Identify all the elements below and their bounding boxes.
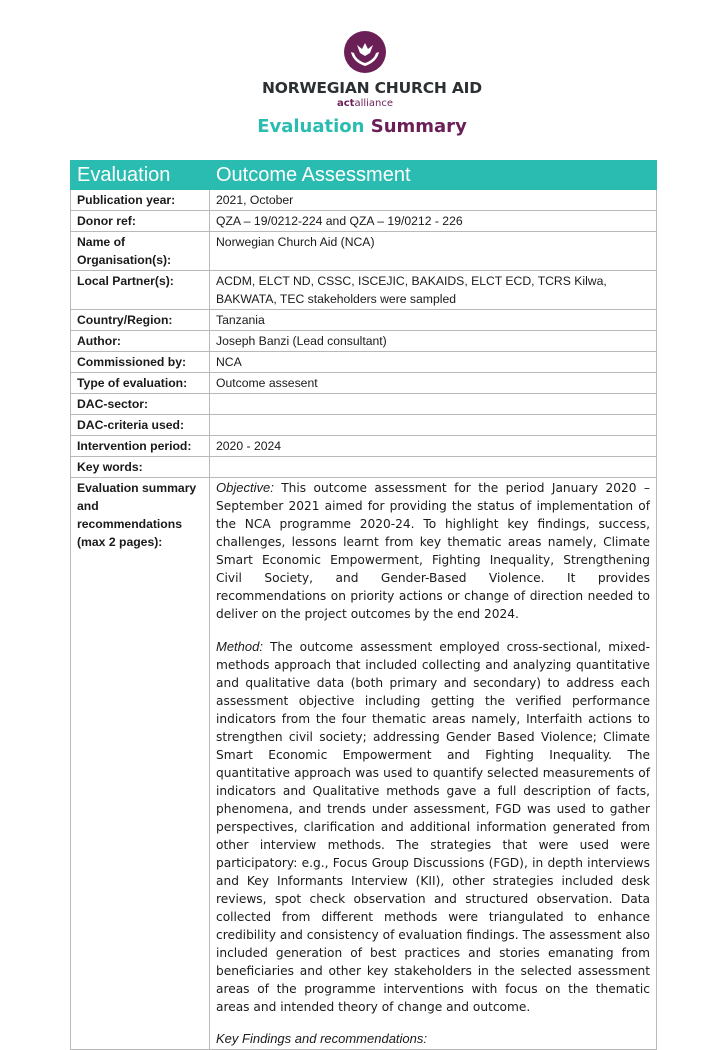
- row-value: [210, 415, 657, 436]
- table-row: [71, 373, 657, 394]
- table-row: [71, 271, 657, 310]
- row-value: Norwegian Church Aid (NCA): [210, 232, 657, 271]
- objective-paragraph: [216, 479, 650, 623]
- table-header-row: [71, 161, 657, 190]
- table-row: [71, 457, 657, 478]
- table-row: [71, 190, 657, 211]
- row-label: Publication year:: [71, 190, 210, 211]
- row-label: DAC-criteria used:: [71, 415, 210, 436]
- summary-row: [71, 478, 657, 1050]
- row-label: Key words:: [71, 457, 210, 478]
- method-label: Method:: [216, 638, 263, 654]
- row-value: QZA – 19/0212-224 and QZA – 19/0212 - 226: [210, 211, 657, 232]
- table-row: [71, 232, 657, 271]
- table-row: [71, 436, 657, 457]
- table-row: [71, 394, 657, 415]
- row-label: Commissioned by:: [71, 352, 210, 373]
- objective-label: Objective:: [216, 480, 274, 495]
- row-label: Donor ref:: [71, 211, 210, 232]
- row-value: ACDM, ELCT ND, CSSC, ISCEJIC, BAKAIDS, ELCT ECD, TCRS Kilwa, BAKWATA, TEC stakeholders were sampled: [210, 271, 657, 310]
- summary-content: [210, 478, 657, 1050]
- document-title: [0, 116, 724, 137]
- title-summary: Summary: [370, 116, 467, 137]
- table-row: [71, 331, 657, 352]
- title-evaluation: Evaluation: [257, 116, 365, 137]
- method-paragraph: [216, 638, 650, 1016]
- row-label: Intervention period:: [71, 436, 210, 457]
- row-value: Tanzania: [210, 310, 657, 331]
- org-name: NORWEGIAN CHURCH AID: [262, 79, 482, 97]
- table-row: [71, 211, 657, 232]
- evaluation-summary-table: [70, 160, 657, 1050]
- table-row: [71, 415, 657, 436]
- findings-label: Key Findings and recommendations:: [216, 1031, 428, 1047]
- row-label: Country/Region:: [71, 310, 210, 331]
- row-value: NCA: [210, 352, 657, 373]
- row-label: DAC-sector:: [71, 394, 210, 415]
- summary-label: Evaluation summary and recommendations (max 2 pages):: [71, 478, 210, 1050]
- table-row: [71, 310, 657, 331]
- row-label: Name of Organisation(s):: [71, 232, 210, 271]
- header-outcome-assessment: Outcome Assessment: [210, 161, 657, 190]
- row-value: Outcome assesent: [210, 373, 657, 394]
- row-label: Local Partner(s):: [71, 271, 210, 310]
- row-value: Joseph Banzi (Lead consultant): [210, 331, 657, 352]
- table-row: [71, 352, 657, 373]
- row-value: [210, 457, 657, 478]
- row-value: 2020 - 2024: [210, 436, 657, 457]
- row-value: 2021, October: [210, 190, 657, 211]
- alliance-logo-text: actalliance: [336, 98, 394, 109]
- row-value: [210, 394, 657, 415]
- findings-paragraph: [216, 1030, 650, 1048]
- method-text: The outcome assessment employed cross-sectional, mixed-methods approach that included collecting and analyzing quantitative and qualitative data (both primary and secondary) to address each assessment objective including getting the verified performance indicators from the four thematic areas namely, Interfaith actions to strengthen civil society; addressing Gender Based Violence; Climate Smart Economic Empowerment and Fighting Inequality. The quantitative approach was used to quantify selected measurements of indicators and Qualitative methods gave a full description of facts, phenomena, and trends under assessment, FGD was used to gather perspectives, clarification and additional information generated from other interview methods. The strategies that were used were participatory: e.g., Focus Group Discussions (FGD), in depth interviews and Key Informants Interview (KII), other strategies included desk reviews, spot check observation and structured observation. Data collected from different methods were triangulated to enhance credibility and consistency of evaluation findings. The assessment also included generation of best practices and stories emanating from beneficiaries and other key stakeholders in the selected assessment areas of the programme interventions with focus on the thematic areas and intended theory of change and outcome.: [216, 639, 650, 1014]
- nca-logo: [262, 30, 482, 114]
- row-label: Type of evaluation:: [71, 373, 210, 394]
- row-label: Author:: [71, 331, 210, 352]
- header-evaluation: Evaluation: [71, 161, 210, 190]
- dove-in-hands-icon: [343, 30, 387, 74]
- objective-text: This outcome assessment for the period January 2020 – September 2021 aimed for providing the status of implementation of the NCA programme 2020-24. To highlight key findings, success, challenges, lessons learnt from key thematic areas namely, Climate Smart Economic Empowerment, Fighting Inequality, Strengthening Civil Society, and Gender-Based Violence. It provides recommendations on priority actions or change of direction needed to deliver on the project outcomes by the end 2024.: [216, 481, 650, 621]
